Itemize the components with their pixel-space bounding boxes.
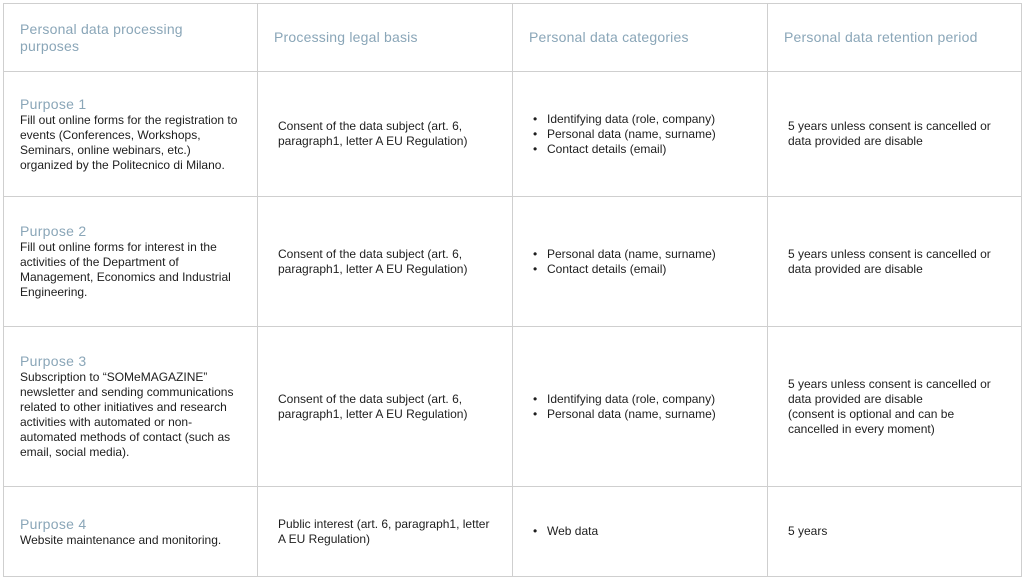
table-row <box>4 72 1022 197</box>
list-item: • Identifying data (role, company) <box>533 392 747 407</box>
purpose-cell <box>4 487 258 577</box>
list-item: • Contact details (email) <box>533 142 747 157</box>
table-row <box>4 327 1022 487</box>
purpose-description: Website maintenance and monitoring. <box>20 532 222 547</box>
retention-text: 5 years <box>788 524 828 538</box>
purpose-description: Subscription to “SOMeMAGAZINE” newsletter and sending communications related to other initiatives and research activities with automated or non-automated methods of contact (such as email, social media). <box>20 370 234 459</box>
table-row <box>4 487 1022 577</box>
categories-list <box>533 247 747 277</box>
list-item: • Web data <box>533 524 747 539</box>
categories-cell <box>513 327 768 487</box>
purpose-title: Purpose 1 <box>20 95 87 112</box>
legal-basis-cell: Consent of the data subject (art. 6, paragraph1, letter A EU Regulation) <box>258 327 513 487</box>
retention-text: 5 years unless consent is cancelled or data provided are disable <box>788 246 991 276</box>
purpose-title: Purpose 3 <box>20 353 87 369</box>
categories-cell <box>513 487 768 577</box>
data-processing-table <box>3 3 1022 577</box>
purpose-description: Fill out online forms for interest in the activities of the Department of Management, Economics and Industrial Engineering. <box>20 240 231 299</box>
header-categories: Personal data categories <box>513 4 768 72</box>
retention-text: 5 years unless consent is cancelled or data provided are disable <box>788 119 991 148</box>
header-row <box>4 4 1022 72</box>
list-item: • Personal data (name, surname) <box>533 247 747 262</box>
purpose-cell <box>4 327 258 487</box>
categories-list <box>533 112 747 157</box>
purpose-description: Fill out online forms for the registration to events (Conferences, Workshops, Seminars, online webinars, etc.) organized by the Politecnico di Milano. <box>20 112 238 172</box>
categories-cell <box>513 72 768 197</box>
categories-list <box>533 392 747 422</box>
legal-basis-cell: Consent of the data subject (art. 6, paragraph1, letter A EU Regulation) <box>258 72 513 197</box>
retention-cell <box>768 487 1022 577</box>
purpose-cell <box>4 72 258 197</box>
header-legal-basis: Processing legal basis <box>258 4 513 72</box>
header-purposes: Personal data processing purposes <box>4 4 258 72</box>
purpose-title: Purpose 4 <box>20 515 87 532</box>
legal-basis-cell: Public interest (art. 6, paragraph1, letter A EU Regulation) <box>258 487 513 577</box>
list-item: • Personal data (name, surname) <box>533 127 747 142</box>
categories-cell <box>513 197 768 327</box>
categories-list <box>533 524 747 539</box>
purpose-cell <box>4 197 258 327</box>
retention-note: (consent is optional and can be cancelled in every moment) <box>788 406 955 436</box>
list-item: • Personal data (name, surname) <box>533 407 747 422</box>
retention-cell <box>768 197 1022 327</box>
legal-basis-cell: Consent of the data subject (art. 6, paragraph1, letter A EU Regulation) <box>258 197 513 327</box>
list-item: • Contact details (email) <box>533 262 747 277</box>
retention-text: 5 years unless consent is cancelled or data provided are disable <box>788 376 991 406</box>
list-item: • Identifying data (role, company) <box>533 112 747 127</box>
header-retention: Personal data retention period <box>768 4 1022 72</box>
retention-cell <box>768 72 1022 197</box>
purpose-title: Purpose 2 <box>20 223 87 239</box>
retention-cell <box>768 327 1022 487</box>
table-row <box>4 197 1022 327</box>
